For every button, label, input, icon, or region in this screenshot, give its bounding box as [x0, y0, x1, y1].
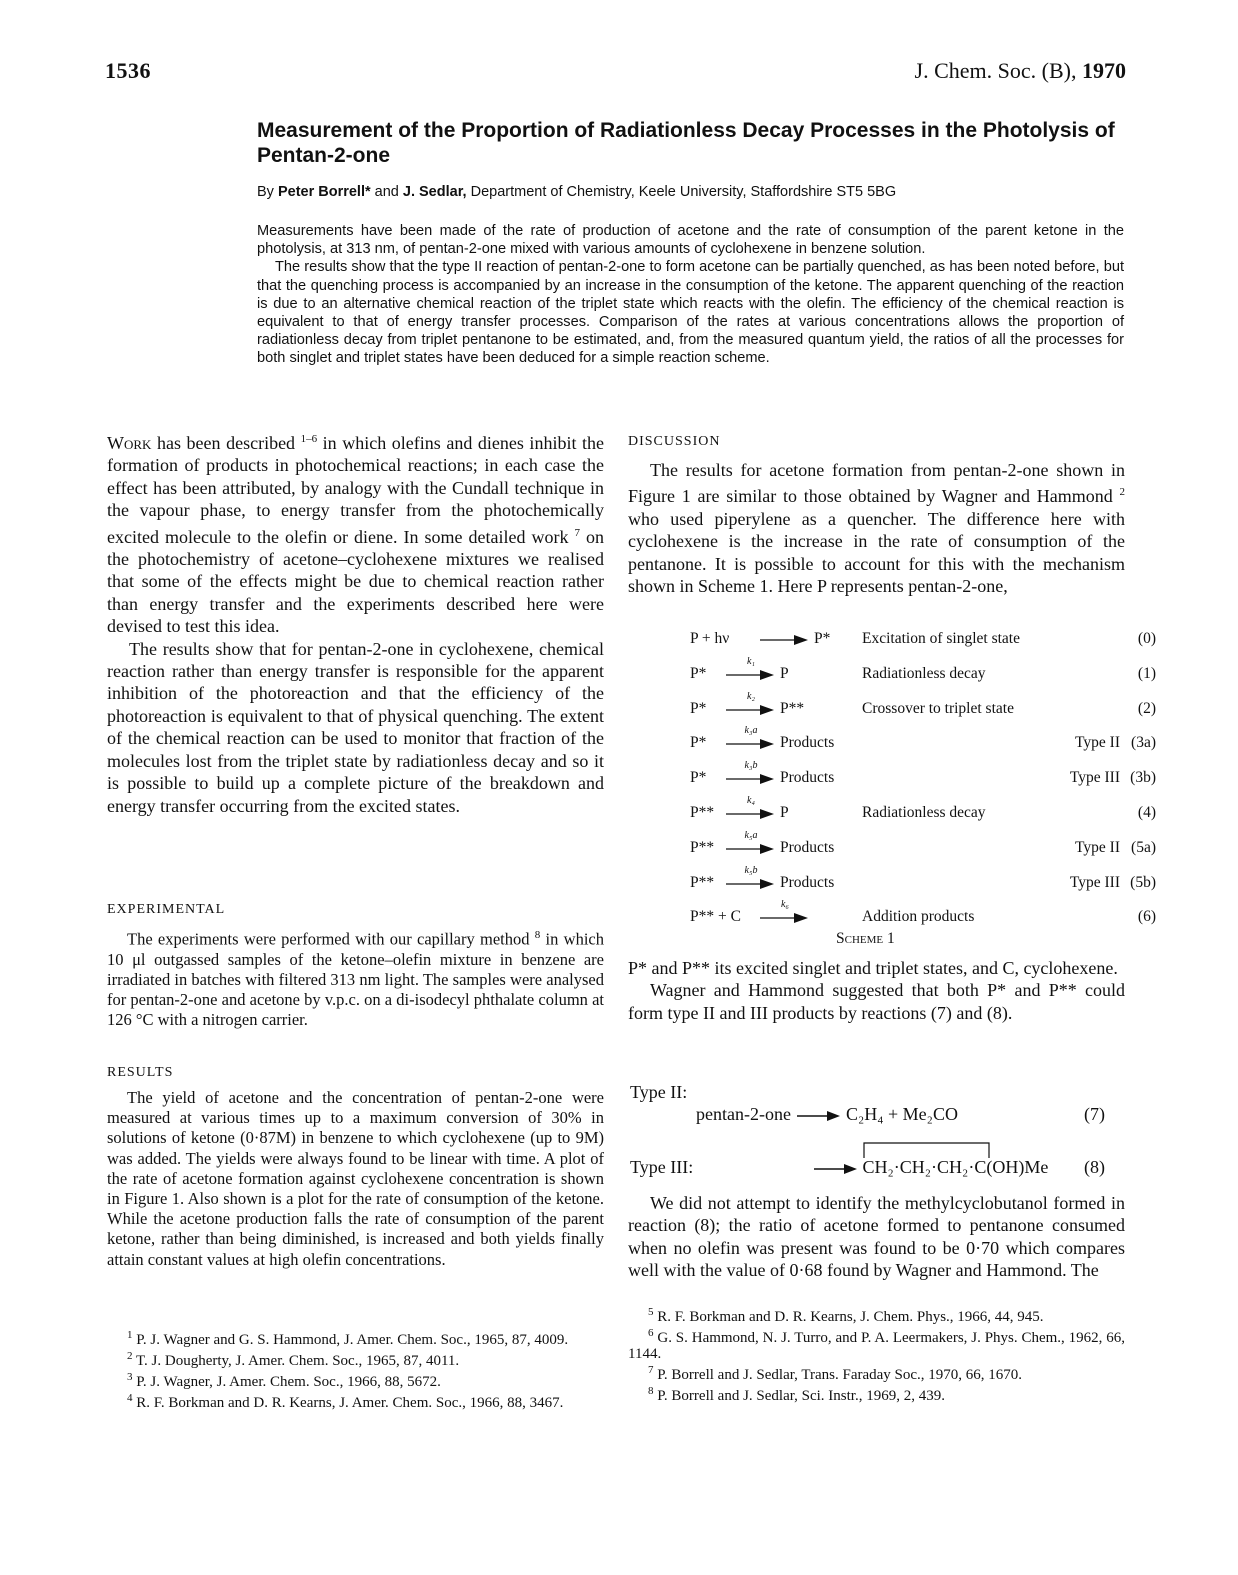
footnote-number: 5	[648, 1306, 654, 1318]
scheme-description: Addition products	[862, 908, 975, 926]
reaction-arrow-icon	[760, 628, 810, 648]
rate-constant: k₅a	[744, 829, 758, 841]
scheme-equation-number: (1)	[1137, 664, 1156, 682]
type-iii-label: Type III:	[630, 1157, 694, 1177]
abstract	[257, 222, 1124, 368]
reaction-arrow	[726, 690, 776, 718]
footnote-number: 3	[127, 1371, 133, 1383]
results-paragraph: The yield of acetone and the concentration of pentan-2-one were measured at various times up to a maximum conversion of 30% in solutions of ketone (0·87M) in benzene to which cyclohexene (up to 9M) was added. The yields were always found to be linear with time. A plot of the rate of acetone formation against cyclohexene concentration is shown in Figure 1. Also shown is a plot for the rate of consumption of the ketone. While the acetone production falls the rate of consumption of the parent ketone, rather than being diminished, is increased and both yields finally attain constant values at high olefin concentrations.	[107, 1088, 604, 1269]
footnote-text: R. F. Borkman and D. R. Kearns, J. Chem. Phys., 1966, 44, 945.	[657, 1309, 1044, 1325]
rate-constant: k₅b	[744, 864, 758, 876]
reaction-arrow-icon	[795, 1109, 841, 1123]
equation-8-number: (8)	[1084, 1157, 1105, 1177]
scheme-reactant: P + hν	[690, 630, 730, 647]
abstract-paragraph-1: Measurements have been made of the rate of production of acetone and the rate of consumption of the parent ketone in the photolysis, at 313 nm, of pentan-2-one mixed with various amounts of cyclohexene in benzene solution.	[257, 223, 1124, 258]
reaction-arrow	[760, 899, 810, 926]
scheme-row	[690, 866, 1160, 896]
scheme-reactant: P*	[690, 699, 707, 717]
discussion-text-b: who used piperylene as a quencher. The difference here with cyclohexene is the increase in the rate of consumption of the pentanone. It is possible to account for this with the mechanism shown in Scheme 1. Here P represents pentan-2-one,	[628, 508, 1125, 597]
scheme-row	[690, 622, 1160, 652]
footnote	[628, 1325, 1125, 1362]
scheme-description: Radiationless decay	[862, 664, 986, 682]
rate-constant: k₄	[747, 795, 755, 806]
reaction-arrow	[726, 795, 776, 822]
scheme-product: P	[780, 664, 789, 682]
intro-paragraph-2: The results show that for pentan-2-one in cyclohexene, chemical reaction rather than energy transfer is responsible for the apparent inhibition of the photoreaction and that the efficiency of the photoreaction is equivalent to that of physical quenching. The extent of the chemical reaction can be used to monitor that fraction of the molecules lost from the triplet state by radiationless decay and so it is possible to build up a complete picture of the breakdown and energy transfer occurring from the excited states.	[107, 638, 604, 816]
scheme-product: Products	[780, 873, 835, 891]
author-2: J. Sedlar,	[402, 184, 467, 200]
scheme-equation-number: (6)	[1137, 908, 1156, 926]
equation-7	[696, 1104, 958, 1125]
intro-paragraph-1	[107, 428, 604, 638]
intro-text-c: on the photochemistry of acetone–cyclohexene mixtures we realised that some of the effects might be due to chemical reaction rather than energy transfer and the experiments described here were devised to test this idea.	[107, 526, 605, 637]
type-ii-label: Type II:	[630, 1082, 688, 1102]
scheme-description: Type III	[1069, 769, 1120, 787]
footnote	[107, 1348, 604, 1369]
reaction-arrow	[760, 628, 810, 648]
footnote	[628, 1362, 1125, 1383]
footnote	[107, 1327, 604, 1348]
eq8-product: CH₂·CH₂·CH₂·C(OH)Me	[862, 1157, 1049, 1177]
left-column	[107, 428, 604, 817]
scheme-reactant: P** + C	[690, 908, 741, 926]
final-paragraph: We did not attempt to identify the methylcyclobutanol formed in reaction (8); the ratio of acetone formed to pentanone consumed when no olefin was present was found to be 0·70 which compares well with the value of 0·68 found by Wagner and Hammond. The	[628, 1193, 1125, 1281]
affiliation: Department of Chemistry, Keele University, Staffordshire ST5 5BG	[466, 184, 897, 200]
footnote-number: 6	[648, 1327, 654, 1339]
intro-text-a: has been described	[151, 433, 301, 453]
discussion-section	[628, 459, 1125, 597]
ring-bond-bracket	[862, 1140, 992, 1160]
scheme-reactant: P**	[690, 838, 715, 856]
footnote-text: R. F. Borkman and D. R. Kearns, J. Amer. Chem. Soc., 1966, 88, 3467.	[136, 1395, 564, 1411]
eq7-reactant: pentan-2-one	[696, 1104, 791, 1124]
footnote-text: P. J. Wagner and G. S. Hammond, J. Amer. Chem. Soc., 1965, 87, 4009.	[136, 1332, 569, 1348]
scheme-reactant: P**	[690, 804, 715, 821]
reaction-arrow	[726, 655, 776, 683]
footnote-number: 7	[648, 1364, 654, 1376]
scheme-description: Type II	[1075, 838, 1120, 856]
scheme-description: Crossover to triplet state	[862, 699, 1014, 717]
footnote-text: P. Borrell and J. Sedlar, Sci. Instr., 1969, 2, 439.	[657, 1388, 945, 1404]
experimental-section	[107, 925, 604, 1031]
footnote	[107, 1390, 604, 1411]
scheme-product: P	[780, 804, 789, 821]
reaction-arrow	[726, 864, 776, 892]
scheme-reactant: P*	[690, 769, 707, 787]
scheme-equation-number: (3b)	[1130, 769, 1156, 787]
page-number: 1536	[105, 58, 151, 83]
scheme-row	[690, 796, 1160, 826]
rate-constant: k₁	[747, 655, 755, 667]
experimental-text-b: in which 10 μl outgassed samples of the ketone–olefin mixture in benzene are irradiated in batches with filtered 313 nm light. The samples were analysed for pentan-2-one and acetone by v.p.c. on a di-isodecyl phthalate column at 126 °C with a nitrogen carrier.	[107, 929, 604, 1030]
experimental-text-a: The experiments were performed with our capillary method	[127, 929, 535, 949]
reaction-arrow-icon	[812, 1162, 858, 1176]
ref-1-6: 1–6	[300, 433, 318, 445]
scheme-description: Excitation of singlet state	[862, 630, 1020, 647]
scheme-equation-number: (0)	[1137, 630, 1156, 647]
scheme-caption: Scheme 1	[836, 930, 895, 947]
footnote-text: G. S. Hammond, N. J. Turro, and P. A. Leermakers, J. Phys. Chem., 1962, 66, 1144.	[628, 1330, 1125, 1362]
journal-year: 1970	[1082, 58, 1126, 83]
scheme-row	[690, 692, 1160, 722]
footnote-number: 4	[127, 1392, 133, 1404]
scheme-reactant: P**	[690, 873, 715, 891]
footnotes-right	[628, 1304, 1125, 1404]
scheme-reactant: P*	[690, 664, 707, 682]
footnote-text: P. Borrell and J. Sedlar, Trans. Faraday Soc., 1970, 66, 1670.	[657, 1367, 1023, 1383]
rate-constant: k₃a	[744, 725, 758, 737]
after-scheme-paragraph: P* and P** its excited singlet and triplet states, and C, cyclohexene.	[628, 958, 1118, 978]
scheme-product: Products	[780, 734, 835, 752]
discussion-paragraph	[628, 459, 1125, 597]
footnote-number: 2	[127, 1350, 133, 1362]
experimental-heading: EXPERIMENTAL	[107, 902, 226, 917]
results-heading: RESULTS	[107, 1065, 174, 1080]
scheme-equation-number: (2)	[1137, 699, 1156, 717]
intro-text-b: in which olefins and dienes inhibit the formation of products in photochemical reactions; in each case the effect has been attributed, by analogy with the Cundall technique in the vapour phase, to energy transfer from the photochemically excited molecule to the olefin or diene. In some detailed work	[107, 433, 604, 547]
scheme-description: Radiationless decay	[862, 804, 986, 821]
after-scheme-section	[628, 957, 1125, 1024]
footnote	[107, 1369, 604, 1390]
reaction-arrow	[726, 760, 776, 787]
intro-first-word: Work	[107, 433, 152, 453]
discussion-text-a: The results for acetone formation from pentan-2-one shown in Figure 1 are similar to those obtained by Wagner and Hammond	[628, 460, 1125, 507]
scheme-equation-number: (3a)	[1131, 734, 1156, 752]
byline	[257, 184, 1137, 200]
footnote-number: 8	[648, 1385, 654, 1397]
scheme-row	[690, 761, 1160, 791]
scheme-row	[690, 726, 1160, 756]
scheme-equation-number: (5b)	[1130, 873, 1156, 891]
rate-constant: k₂	[747, 690, 755, 702]
scheme-equation-number: (4)	[1137, 804, 1156, 821]
reaction-scheme	[690, 622, 1156, 952]
reaction-arrow	[726, 725, 776, 752]
ref-2: 2	[1119, 486, 1125, 499]
footnote-text: T. J. Dougherty, J. Amer. Chem. Soc., 1965, 87, 4011.	[135, 1353, 460, 1369]
footnote-number: 1	[127, 1329, 133, 1341]
footnote	[628, 1304, 1125, 1325]
scheme-product: P**	[780, 699, 805, 717]
scheme-equation-number: (5a)	[1131, 838, 1156, 856]
rate-constant: k₆	[781, 899, 789, 911]
scheme-row	[690, 831, 1160, 861]
author-1: Peter Borrell*	[277, 184, 371, 200]
scheme-row	[690, 900, 1160, 930]
reaction-arrow	[726, 829, 776, 857]
experimental-paragraph	[107, 925, 604, 1031]
abstract-paragraph-2: The results show that the type II reaction of pentan-2-one to form acetone can be partially quenched, as has been noted before, but that the quenching process is accompanied by an increase in the consumption of the ketone. The apparent quenching of the reaction is due to an alternative chemical reaction of the triplet state which reacts with the olefin. The efficiency of the chemical reaction is equivalent to that of energy transfer processes. Comparison of the rates at various concentrations allows the proportion of radiationless decay from triplet pentanone to be estimated, and, from the measured quantum yield, the ratios of all the processes for both singlet and triplet states have been deduced for a simple reaction scheme.	[257, 259, 1124, 367]
ref-7: 7	[574, 526, 580, 539]
byline-and: and	[370, 184, 403, 200]
scheme-product: P*	[814, 630, 831, 647]
scheme-reactant: P*	[690, 734, 707, 752]
scheme-product: Products	[780, 838, 835, 856]
ref-8: 8	[534, 929, 541, 941]
equation-8	[812, 1157, 1048, 1178]
rate-constant: k₃b	[744, 760, 758, 772]
footnotes-left	[107, 1327, 604, 1411]
scheme-row	[690, 657, 1160, 687]
journal-header	[915, 58, 1126, 84]
discussion-heading: DISCUSSION	[628, 434, 721, 449]
scheme-description: Type II	[1075, 734, 1120, 752]
wagner-paragraph: Wagner and Hammond suggested that both P* and P** could form type II and III products by reactions (7) and (8).	[628, 980, 1125, 1023]
eq7-products: C₂H₄ + Me₂CO	[845, 1104, 958, 1124]
results-section	[107, 1088, 604, 1270]
footnote-text: P. J. Wagner, J. Amer. Chem. Soc., 1966, 88, 5672.	[136, 1374, 441, 1390]
byline-prefix: By	[257, 184, 278, 200]
final-section	[628, 1192, 1125, 1282]
article-title: Measurement of the Proportion of Radiationless Decay Processes in the Photolysis of Pentan-2-one	[257, 119, 1115, 167]
scheme-description: Type III	[1069, 873, 1120, 891]
footnote	[628, 1383, 1125, 1404]
equation-7-number: (7)	[1084, 1104, 1105, 1124]
scheme-product: Products	[780, 769, 835, 787]
journal-name: J. Chem. Soc. (B),	[914, 58, 1082, 83]
